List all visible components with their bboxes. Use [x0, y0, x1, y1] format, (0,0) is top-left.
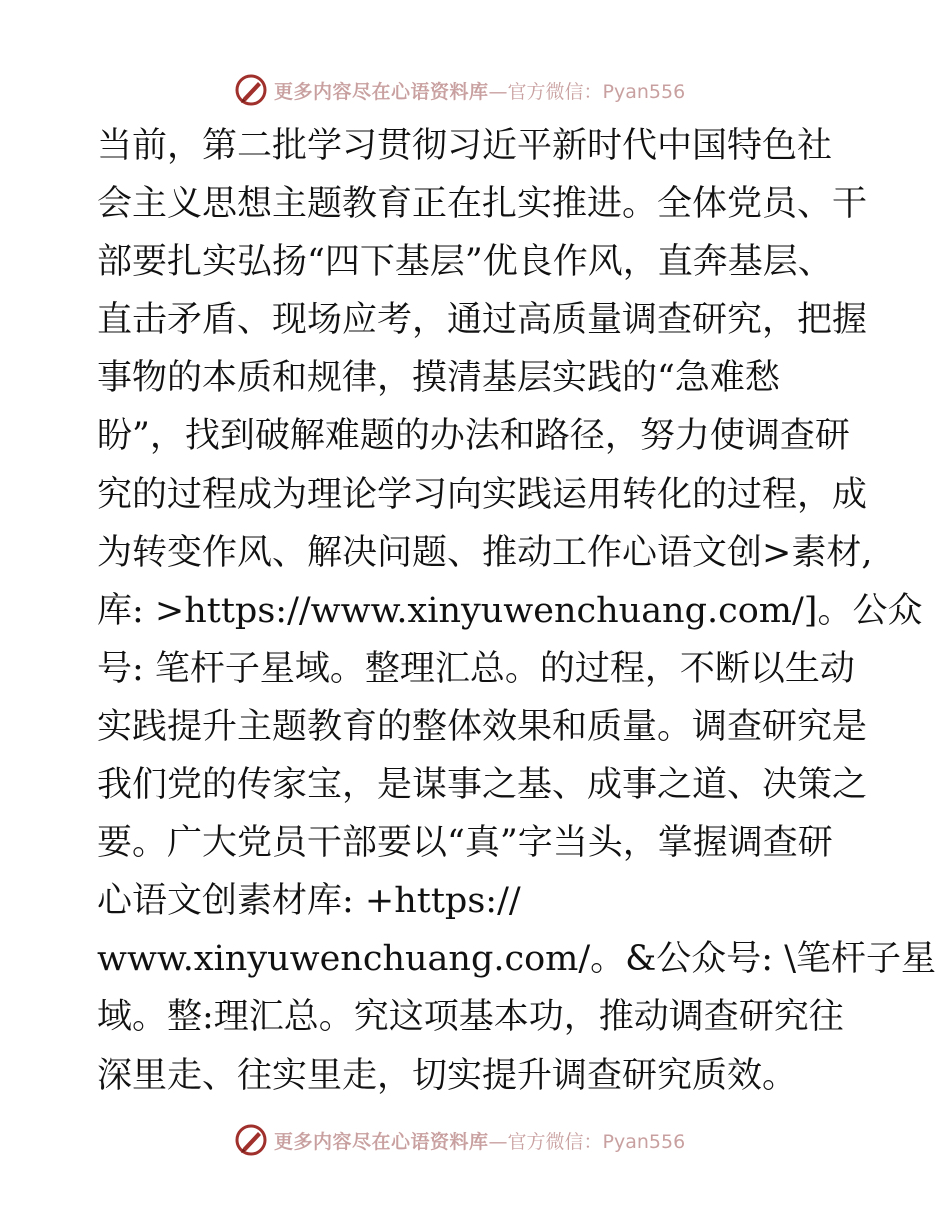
pen-logo-icon: [234, 73, 268, 107]
banner-title: 更多内容尽在心语资料库: [274, 1130, 489, 1153]
body-line: 心语文创素材库: +https://: [97, 881, 521, 922]
banner-wechat: —官方微信：Pyan556: [488, 80, 686, 103]
body-line: 要。广大党员干部要以“真”字当头，掌握调查研: [97, 823, 833, 864]
footer-banner: [234, 1122, 734, 1158]
body-line: 域。整:理汇总。究这项基本功，推动调查研究往: [97, 997, 844, 1038]
body-line: 库: >https://www.xinyuwenchuang.com/]。公众: [97, 590, 923, 631]
body-line: 我们党的传家宝，是谋事之基、成事之道、决策之: [97, 765, 868, 806]
article-body: [97, 117, 936, 1105]
body-line: 事物的本质和规律，摸清基层实践的“急难愁: [97, 358, 780, 399]
body-line: 为转变作风、解决问题、推动工作心语文创>素材,: [97, 532, 873, 573]
body-line: 深里走、往实里走，切实提升调查研究质效。: [97, 1055, 798, 1096]
body-line: 究的过程成为理论学习向实践运用转化的过程，成: [97, 474, 868, 515]
body-line: 号: 笔杆子星域。整理汇总。的过程，不断以生动: [97, 648, 855, 689]
body-line: 会主义思想主题教育正在扎实推进。全体党员、干: [97, 184, 868, 225]
body-line: 盼”，找到破解难题的办法和路径，努力使调查研: [97, 416, 850, 457]
banner-wechat: —官方微信：Pyan556: [488, 1130, 686, 1153]
banner-title: 更多内容尽在心语资料库: [274, 80, 489, 103]
body-line: 直击矛盾、现场应考，通过高质量调查研究，把握: [97, 300, 868, 341]
body-line: 实践提升主题教育的整体效果和质量。调查研究是: [97, 706, 868, 747]
pen-logo-icon: [234, 1123, 268, 1157]
body-line: 部要扎实弘扬“四下基层”优良作风，直奔基层、: [97, 242, 833, 283]
body-line: www.xinyuwenchuang.com/。&公众号: \笔杆子星: [97, 939, 936, 980]
header-banner: [234, 72, 734, 108]
body-line: 当前，第二批学习贯彻习近平新时代中国特色社: [97, 126, 833, 166]
